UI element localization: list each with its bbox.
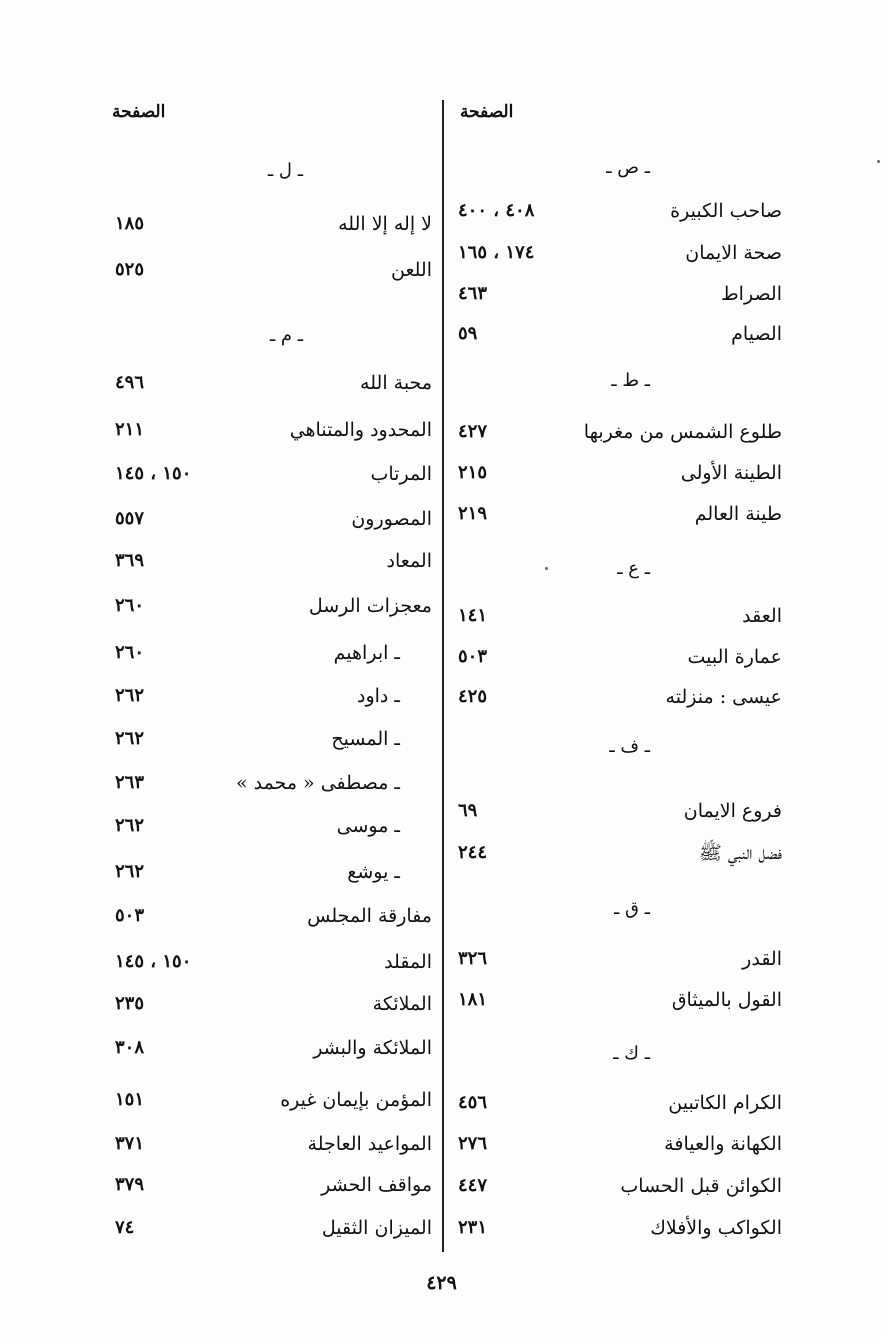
page-reference: ٧٤ xyxy=(115,1217,135,1238)
page-reference: ٢٦٠ xyxy=(115,595,145,616)
index-term: صحة الايمان xyxy=(685,242,782,264)
index-entry-row xyxy=(0,367,883,403)
page-reference: ٤٤٧ xyxy=(458,1175,488,1196)
page-reference: ٢٦٢ xyxy=(115,861,145,882)
section-letter: ـ ك ـ xyxy=(613,1043,650,1064)
page-reference: ٤٥٦ xyxy=(458,1092,488,1113)
page-reference: ٣٧٩ xyxy=(115,1174,145,1195)
section-letter: ـ ع ـ xyxy=(617,558,650,579)
page-reference: ٢١٩ xyxy=(458,503,488,524)
section-letter: ـ ق ـ xyxy=(614,898,650,919)
index-term: العقد xyxy=(742,605,782,627)
index-entry-row xyxy=(0,856,883,892)
index-entry-row xyxy=(0,414,883,450)
index-entry-row xyxy=(0,946,883,982)
index-term: الكهانة والعيافة xyxy=(664,1133,782,1155)
scan-speck xyxy=(545,567,548,570)
index-entry-row xyxy=(0,208,883,244)
index-term: ـ يوشع xyxy=(347,861,400,883)
index-term: طينة العالم xyxy=(694,503,782,525)
section-letter: ـ م ـ xyxy=(269,325,303,346)
left-column-header: الصفحة xyxy=(112,102,166,122)
index-term: مواقف الحشر xyxy=(321,1174,432,1196)
index-term: المعاد xyxy=(386,550,432,572)
page-reference: ١٤١ xyxy=(458,605,488,626)
index-term: القدر xyxy=(742,948,782,970)
index-term: اللعن xyxy=(391,259,432,281)
index-entry-row xyxy=(0,1084,883,1120)
index-term: المرتاب xyxy=(370,463,432,485)
index-term: ـ موسى xyxy=(336,815,400,837)
index-term: الميزان الثقيل xyxy=(321,1217,432,1239)
page-reference: ٦٩ xyxy=(458,800,478,821)
index-term: ـ ابراهيم xyxy=(333,642,400,664)
index-term: فضل النبي ﷺ xyxy=(698,842,782,864)
index-term: مفارقة المجلس xyxy=(307,905,432,927)
index-entry-row xyxy=(0,458,883,494)
section-letter: ـ ل ـ xyxy=(267,160,303,181)
page-reference: ٢٦٢ xyxy=(115,728,145,749)
index-entry-row xyxy=(0,637,883,673)
page-reference: ٤٦٣ xyxy=(458,283,488,304)
right-column-header: الصفحة xyxy=(460,102,514,122)
page-reference: ٣٠٨ xyxy=(115,1037,145,1058)
page-reference: ٥٢٥ xyxy=(115,259,145,280)
index-term: الملائكة xyxy=(372,993,432,1015)
index-entry-row xyxy=(0,590,883,626)
page-reference: ٤٢٥ xyxy=(458,686,488,707)
section-letter: ـ ص ـ xyxy=(606,157,650,178)
page-reference: ٥٥٧ xyxy=(115,508,145,529)
section-letter: ـ ف ـ xyxy=(609,736,650,757)
index-term: لا إله إلا الله xyxy=(338,213,432,235)
index-entry-row xyxy=(0,1032,883,1068)
page-reference: ٢٣١ xyxy=(458,1217,488,1238)
index-term: الكواكب والأفلاك xyxy=(650,1217,782,1239)
page-reference: ٢١٥ xyxy=(458,462,488,483)
index-entry-row xyxy=(0,1169,883,1205)
index-entry-row xyxy=(0,545,883,581)
page-reference: ٥٠٣ xyxy=(115,905,145,926)
page-reference: ٤٠٨ ، ٤٠٠ xyxy=(458,200,535,221)
page-reference: ١٥١ xyxy=(115,1089,145,1110)
index-entry-row xyxy=(0,767,883,803)
page-reference: ٤٩٦ xyxy=(115,372,145,393)
index-entry-row xyxy=(0,254,883,290)
index-term: طلوع الشمس من مغربها xyxy=(583,421,782,443)
index-term: الصراط xyxy=(721,283,782,305)
index-term: الملائكة والبشر xyxy=(313,1037,432,1059)
index-term: المواعيد العاجلة xyxy=(307,1133,432,1155)
index-entry-row xyxy=(0,900,883,936)
index-term: عيسى : منزلته xyxy=(665,686,782,708)
page-reference: ٢٧٦ xyxy=(458,1133,488,1154)
page-reference: ٣٧١ xyxy=(115,1133,145,1154)
page-reference: ٢٦٣ xyxy=(115,772,145,793)
scan-speck xyxy=(877,160,880,163)
page-reference: ٣٢٦ xyxy=(458,948,488,969)
index-term: الكوائن قبل الحساب xyxy=(620,1175,782,1197)
page-reference: ٢٦٠ xyxy=(115,642,145,663)
page-reference: ٣٦٩ xyxy=(115,550,145,571)
page-number: ٤٢٩ xyxy=(426,1272,457,1294)
page-reference: ١٧٤ ، ١٦٥ xyxy=(458,242,535,263)
index-term: المحدود والمتناهي xyxy=(289,419,432,441)
page-reference: ٢٦٢ xyxy=(115,815,145,836)
index-term: ـ المسيح xyxy=(331,728,400,750)
index-term: الكرام الكاتبين xyxy=(668,1092,782,1114)
page-reference: ٢٦٢ xyxy=(115,685,145,706)
index-term: المصورون xyxy=(351,508,432,530)
index-entry-row xyxy=(0,1212,883,1248)
page-reference: ١٨١ xyxy=(458,989,488,1010)
index-term: المقلد xyxy=(384,951,432,973)
page-reference: ١٥٠ ، ١٤٥ xyxy=(115,463,192,484)
index-entry-row xyxy=(0,680,883,716)
index-term: الطينة الأولى xyxy=(680,462,782,484)
index-term: القول بالميثاق xyxy=(671,989,782,1011)
page-reference: ٢٣٥ xyxy=(115,993,145,1014)
index-term: الصيام xyxy=(731,323,782,345)
index-term: محبة الله xyxy=(360,372,432,394)
index-term: فروع الايمان xyxy=(683,800,782,822)
index-entry-row xyxy=(0,1128,883,1164)
page-reference: ٥٠٣ xyxy=(458,646,488,667)
page-reference: ٢٤٤ xyxy=(458,842,488,863)
index-term: ـ داود xyxy=(357,685,400,707)
index-term: ـ مصطفى « محمد » xyxy=(235,772,400,794)
page-reference: ١٥٠ ، ١٤٥ xyxy=(115,951,192,972)
index-entry-row xyxy=(0,503,883,539)
index-term: صاحب الكبيرة xyxy=(670,200,782,222)
page-reference: ١٨٥ xyxy=(115,213,145,234)
letter-section-heading xyxy=(0,155,883,191)
index-entry-row xyxy=(0,988,883,1024)
page-reference: ٢١١ xyxy=(115,419,145,440)
page-reference: ٤٢٧ xyxy=(458,421,488,442)
page-reference: ٥٩ xyxy=(458,323,478,344)
index-term: معجزات الرسل xyxy=(308,595,432,617)
index-entry-row xyxy=(0,723,883,759)
index-term: المؤمن بإيمان غيره xyxy=(280,1089,432,1111)
letter-section-heading xyxy=(0,320,883,356)
index-term: عمارة البيت xyxy=(687,646,782,668)
section-letter: ـ ط ـ xyxy=(611,370,650,391)
index-entry-row xyxy=(0,810,883,846)
